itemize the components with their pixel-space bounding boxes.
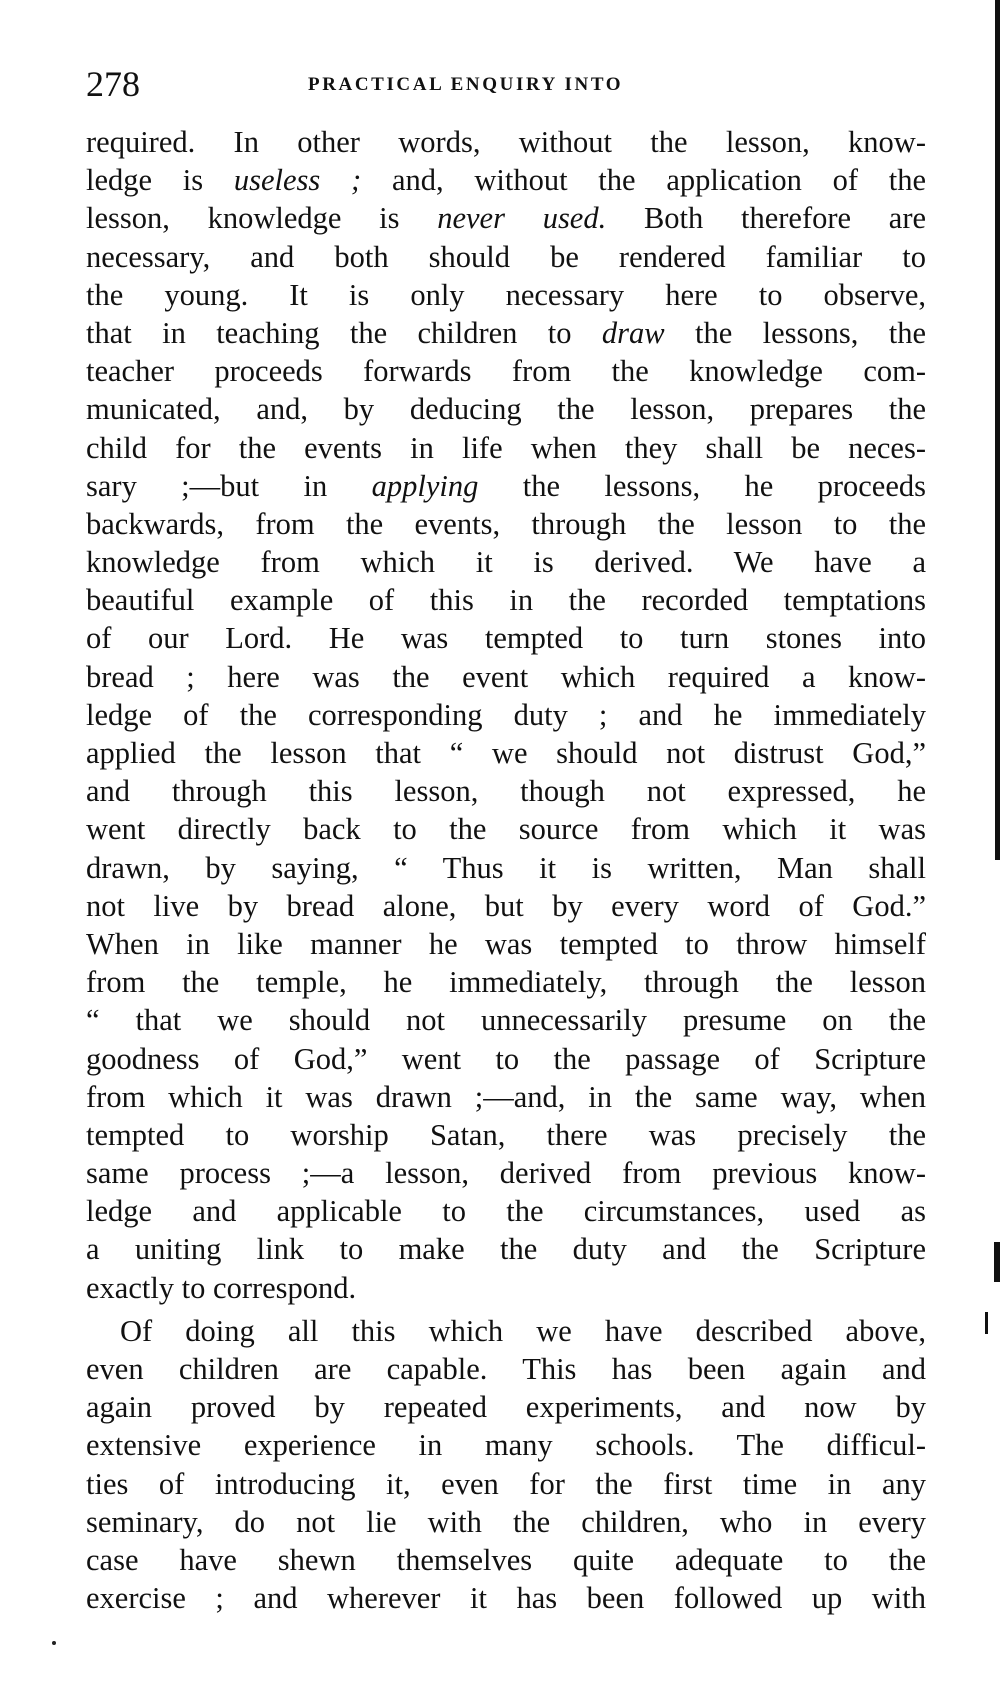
text-line: Of doing all this which we have described above, [120,1313,926,1348]
italic-phrase: applying [371,468,479,503]
text-line: ledge of the corresponding duty ; and he immediately [86,697,926,732]
text-line: ties of introducing it, even for the first time in any [86,1466,926,1501]
text-line: knowledge from which it is derived. We have a [86,545,926,580]
page-header [86,62,926,110]
text-line: went directly back to the source from which it was [86,812,926,847]
italic-phrase: useless ; [233,163,362,198]
text-line: applied the lesson that “ we should not distrust God,” [86,736,926,770]
body-text [86,123,926,1617]
text-line: exercise ; and wherever it has been followed up with [86,1581,926,1616]
text-line: that in teaching the children to draw the lessons, the [86,315,926,350]
text-line: backwards, from the events, through the lesson to the [86,506,926,541]
text-line: of our Lord. He was tempted to turn stones into [86,621,926,656]
page-edge-mark [994,1242,1000,1282]
page-number: 278 [86,64,140,104]
text-line: case have shewn themselves quite adequate to the [86,1542,926,1577]
text-line: extensive experience in many schools. The difficul- [86,1428,926,1463]
page-edge-mark [985,1312,988,1334]
text-line: lesson, knowledge is never used. Both therefore are [86,201,926,236]
text-line: child for the events in life when they shall be neces- [86,430,926,465]
text-line: not live by bread alone, but by every word of God.” [86,888,926,923]
text-line: a uniting link to make the duty and the Scripture [86,1232,926,1267]
text-line: from which it was drawn ;—and, in the same way, when [86,1079,926,1114]
text-line: teacher proceeds forwards from the knowledge com- [86,354,926,389]
text-line: ledge is useless ; and, without the application of the [86,163,926,198]
text-line: seminary, do not lie with the children, who in every [86,1504,926,1539]
ink-speck [52,1641,56,1645]
text-line: bread ; here was the event which required a know- [86,659,926,694]
text-line: even children are capable. This has been again and [86,1352,926,1386]
text-line: the young. It is only necessary here to observe, [86,277,926,312]
text-line: “ that we should not unnecessarily presume on the [86,1003,926,1038]
running-head: PRACTICAL ENQUIRY INTO [308,74,624,95]
text-line: necessary, and both should be rendered familiar to [86,239,926,274]
text-line: tempted to worship Satan, there was precisely the [86,1117,926,1152]
page-edge-shadow [995,0,1000,860]
text-line: When in like manner he was tempted to throw himself [86,926,926,961]
text-line: exactly to correspond. [86,1270,357,1305]
text-line: from the temple, he immediately, through the lesson [86,965,926,1000]
text-line: and through this lesson, though not expressed, he [86,774,926,809]
text-line: ledge and applicable to the circumstances, used as [86,1194,926,1229]
text-line: again proved by repeated experiments, and now by [86,1390,926,1425]
text-line: beautiful example of this in the recorded temptations [86,583,926,618]
italic-phrase: draw [601,315,665,350]
text-line: required. In other words, without the lesson, know- [86,125,926,159]
text-line: municated, and, by deducing the lesson, prepares the [86,392,926,427]
text-line: same process ;—a lesson, derived from previous know- [86,1156,926,1191]
text-line: drawn, by saying, “ Thus it is written, Man shall [86,850,926,885]
italic-phrase: never used. [437,201,607,236]
text-line: goodness of God,” went to the passage of Scripture [86,1041,926,1076]
text-line: sary ;—but in applying the lessons, he proceeds [86,468,926,503]
